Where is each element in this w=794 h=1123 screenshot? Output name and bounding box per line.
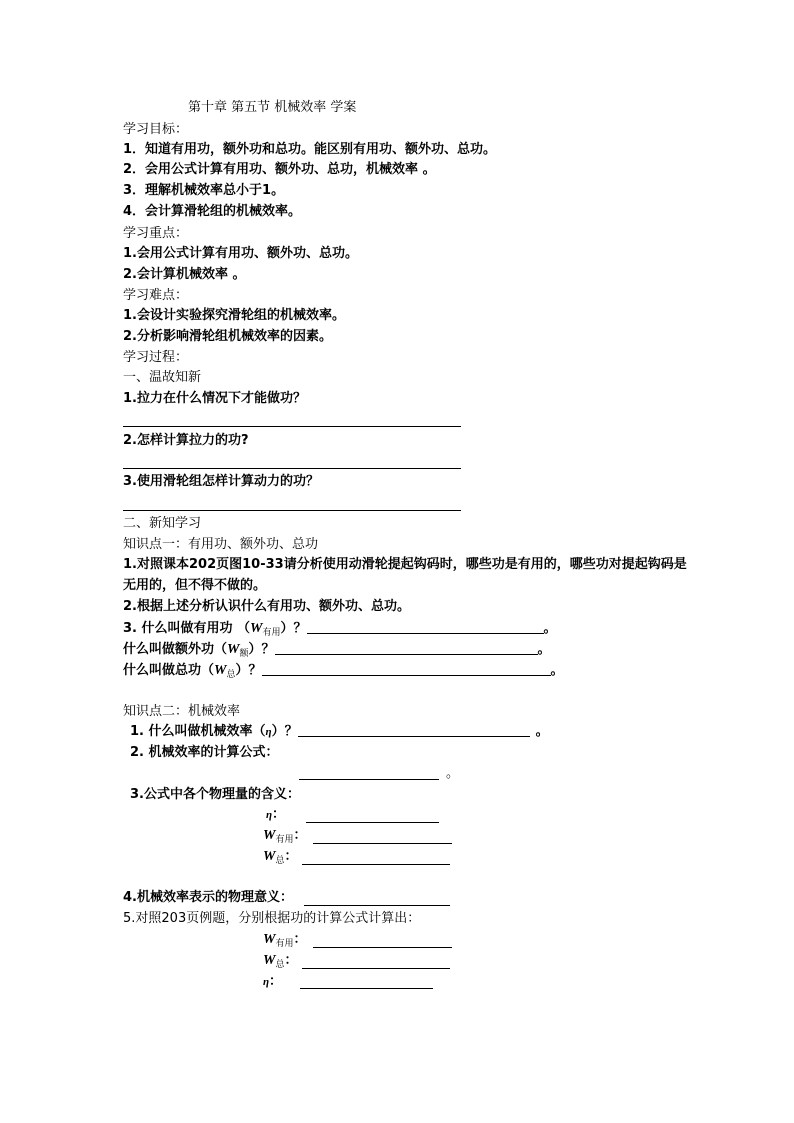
page-title: 第十章 第五节 机械效率 学案 [188, 100, 357, 115]
example-eta-row [263, 973, 282, 991]
eta-symbol: η [266, 809, 273, 821]
total-subscript: 总 [275, 960, 285, 970]
point1-question1-line2: 无用的，但不得不做的。 [123, 578, 267, 593]
example-total-line[interactable] [302, 968, 450, 969]
example-useful-row [263, 931, 306, 953]
period: 。 [535, 724, 549, 739]
answer-line[interactable] [123, 426, 461, 427]
significance-answer-line[interactable] [304, 905, 450, 906]
example-useful-line[interactable] [313, 947, 452, 948]
objectives-heading: 学习目标： [123, 122, 189, 137]
eta-symbol: η [265, 726, 272, 738]
eta-meaning-line[interactable] [306, 822, 439, 823]
question-suffix: ）？ [248, 642, 275, 657]
useful-subscript: 有用 [275, 939, 294, 949]
extra-work-question [123, 641, 551, 663]
period: 。 [446, 766, 460, 781]
extra-subscript: 额 [239, 649, 249, 659]
question-prefix: 什么叫做总功（ [123, 663, 215, 678]
colon: ： [293, 828, 307, 843]
colon: ： [284, 849, 298, 864]
work-symbol: W [263, 953, 276, 968]
review-question: 1.拉力在什么情况下才能做功？ [123, 391, 306, 406]
question-suffix: ）？ [271, 724, 298, 739]
extra-work-answer-line[interactable] [275, 654, 538, 655]
eta-symbol: η [263, 976, 270, 988]
total-work-question [123, 662, 564, 684]
colon: ： [272, 807, 286, 822]
work-symbol: W [214, 663, 227, 678]
useful-meaning-line[interactable] [313, 843, 452, 844]
objective-item: 1．知道有用功，额外功和总功。能区别有用功、额外功、总功。 [123, 142, 497, 157]
key-points-heading: 学习重点： [123, 226, 189, 241]
question-suffix: ）？ [280, 621, 307, 636]
period: 。 [537, 642, 551, 657]
useful-subscript: 有用 [275, 835, 294, 845]
difficulty-item: 2.分析影响滑轮组机械效率的因素。 [123, 329, 332, 344]
total-work-answer-line[interactable] [262, 675, 551, 676]
total-meaning-line[interactable] [302, 864, 450, 865]
formula-answer-line[interactable] [299, 779, 439, 780]
colon: ： [293, 932, 307, 947]
work-symbol: W [263, 932, 276, 947]
key-point-item: 2.会计算机械效率 。 [123, 267, 246, 282]
formula-question: 2. 机械效率的计算公式： [130, 745, 279, 760]
question-prefix: 什么叫做额外功（ [123, 642, 228, 657]
question-suffix: ）？ [235, 663, 262, 678]
example-total-row [263, 952, 297, 974]
point1-question1-line1: 1.对照课本202页图10-33请分析使用动滑轮提起钩码时，哪些功是有用的，哪些功对提起钩码是 [123, 557, 687, 572]
key-point-item: 1.会用公式计算有用功、额外功、总功。 [123, 246, 358, 261]
review-heading: 一、温故知新 [123, 370, 202, 385]
total-subscript: 总 [226, 670, 236, 680]
total-subscript: 总 [275, 856, 285, 866]
answer-line[interactable] [123, 510, 461, 511]
point1-heading: 知识点一：有用功、额外功、总功 [123, 537, 319, 552]
period: 。 [550, 663, 564, 678]
objective-item: 3．理解机械效率总小于1。 [123, 183, 285, 198]
point2-heading: 知识点二：机械效率 [123, 704, 241, 719]
useful-work-answer-line[interactable] [307, 633, 544, 634]
answer-line[interactable] [123, 468, 461, 469]
example-question: 5.对照203页例题，分别根据功的计算公式计算出： [123, 911, 421, 926]
question-prefix: 3. 什么叫做有用功 （ [123, 621, 251, 636]
new-learning-heading: 二、新知学习 [123, 516, 202, 531]
period: 。 [543, 621, 557, 636]
objective-item: 4．会计算滑轮组的机械效率。 [123, 204, 302, 219]
work-symbol: W [263, 849, 276, 864]
work-symbol: W [227, 642, 240, 657]
objective-item: 2．会用公式计算有用功、额外功、总功，机械效率 。 [123, 162, 436, 177]
example-eta-line[interactable] [300, 988, 433, 989]
significance-question: 4.机械效率表示的物理意义： [123, 890, 293, 905]
work-symbol: W [263, 828, 276, 843]
colon: ： [269, 974, 283, 989]
process-heading: 学习过程： [123, 350, 189, 365]
difficulties-heading: 学习难点： [123, 288, 189, 303]
work-symbol: W [250, 621, 263, 636]
review-question: 3.使用滑轮组怎样计算动力的功？ [123, 474, 319, 489]
useful-meaning-row [263, 827, 306, 849]
meaning-question: 3.公式中各个物理量的含义： [130, 787, 300, 802]
difficulty-item: 1.会设计实验探究滑轮组的机械效率。 [123, 308, 345, 323]
review-question: 2.怎样计算拉力的功? [123, 433, 249, 448]
efficiency-answer-line[interactable] [298, 736, 530, 737]
total-meaning-row [263, 848, 297, 870]
efficiency-question [130, 723, 549, 741]
colon: ： [284, 953, 298, 968]
point1-question2: 2.根据上述分析认识什么有用功、额外功、总功。 [123, 599, 410, 614]
question-prefix: 1. 什么叫做机械效率（ [130, 724, 266, 739]
useful-subscript: 有用 [262, 628, 281, 638]
eta-meaning-row [266, 806, 285, 824]
useful-work-question [123, 620, 557, 642]
